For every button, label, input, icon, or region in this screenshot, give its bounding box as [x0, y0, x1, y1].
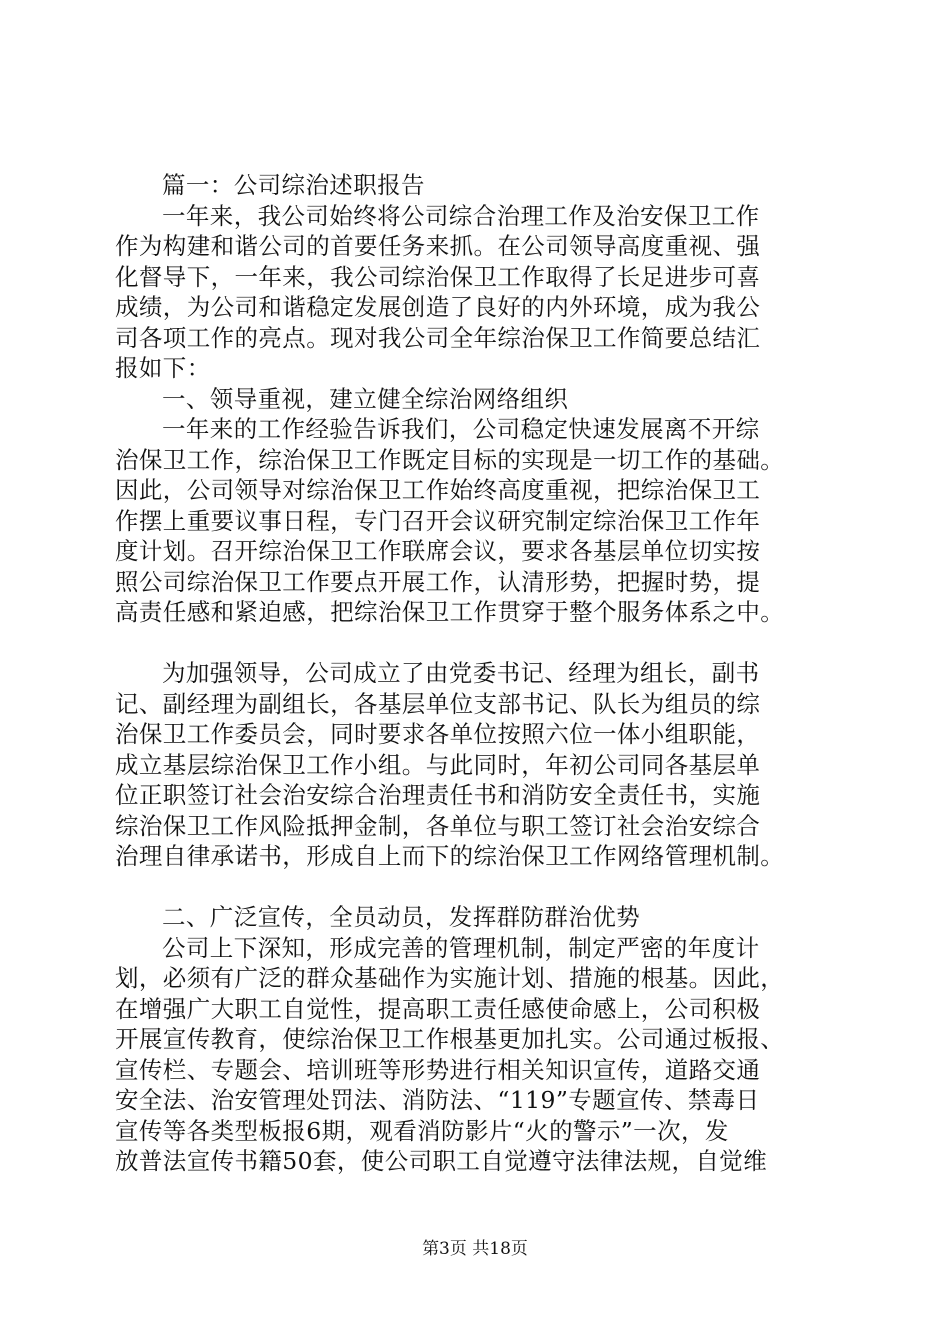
paragraph-line: 宣传栏、专题会、培训班等形势进行相关知识宣传，道路交通	[115, 1055, 761, 1084]
paragraph-line: 高责任感和紧迫感，把综治保卫工作贯穿于整个服务体系之中。	[115, 598, 785, 626]
paragraph-line: 作为构建和谐公司的首要任务来抓。在公司领导高度重视、强	[115, 232, 761, 260]
paragraph-line: 一年来，我公司始终将公司综合治理工作及治安保卫工作	[162, 201, 760, 230]
paragraph-line: 报如下：	[115, 354, 211, 382]
paragraph-line: 化督导下，一年来，我公司综治保卫工作取得了长足进步可喜	[115, 262, 761, 291]
paragraph-line: 作摆上重要议事日程，专门召开会议研究制定综治保卫工作年	[115, 506, 761, 535]
paragraph-gap	[115, 628, 845, 659]
paragraph-line: 成绩，为公司和谐稳定发展创造了良好的内外环境，成为我公	[115, 293, 761, 321]
document-title: 篇一：公司综治述职报告	[162, 171, 425, 199]
document-body	[115, 170, 845, 1177]
paragraph-gap	[115, 872, 845, 903]
paragraph-line: 开展宣传教育，使综治保卫工作根基更加扎实。公司通过板报、	[115, 1025, 785, 1053]
paragraph-line: 因此，公司领导对综治保卫工作始终高度重视，把综治保卫工	[115, 476, 761, 504]
paragraph-line: 公司上下深知，形成完善的管理机制，制定严密的年度计	[162, 933, 760, 962]
paragraph-line: 安全法、治安管理处罚法、消防法、“119”专题宣传、禁毒日	[115, 1086, 760, 1114]
paragraph-line: 记、副经理为副组长，各基层单位支部书记、队长为组员的综	[115, 689, 761, 718]
paragraph-line: 宣传等各类型板报6期，观看消防影片“火的警示”一次，发	[115, 1116, 729, 1145]
paragraph-line: 治保卫工作，综治保卫工作既定目标的实现是一切工作的基础。	[115, 445, 785, 474]
paragraph-line: 位正职签订社会治安综合治理责任书和消防安全责任书，实施	[115, 781, 761, 809]
paragraph-line: 综治保卫工作风险抵押金制，各单位与职工签订社会治安综合	[115, 811, 761, 840]
paragraph-line: 一年来的工作经验告诉我们，公司稳定快速发展离不开综	[162, 415, 760, 443]
page-number-footer: 第3页 共18页	[422, 1239, 528, 1259]
paragraph-line: 治理自律承诺书，形成自上而下的综治保卫工作网络管理机制。	[115, 842, 785, 870]
paragraph-line: 为加强领导，公司成立了由党委书记、经理为组长，副书	[162, 659, 760, 687]
paragraph-line: 司各项工作的亮点。现对我公司全年综治保卫工作简要总结汇	[115, 323, 761, 352]
section-heading: 一、领导重视，建立健全综治网络组织	[162, 384, 569, 413]
paragraph-line: 放普法宣传书籍50套，使公司职工自觉遵守法律法规，自觉维	[115, 1147, 768, 1175]
section-heading: 二、广泛宣传，全员动员，发挥群防群治优势	[162, 903, 640, 931]
paragraph-line: 划，必须有广泛的群众基础作为实施计划、措施的根基。因此，	[115, 964, 785, 992]
paragraph-line: 照公司综治保卫工作要点开展工作，认清形势，把握时势，提	[115, 567, 761, 596]
paragraph-line: 度计划。召开综治保卫工作联席会议，要求各基层单位切实按	[115, 537, 761, 565]
paragraph-line: 治保卫工作委员会，同时要求各单位按照六位一体小组职能，	[115, 720, 761, 748]
paragraph-line: 成立基层综治保卫工作小组。与此同时，年初公司同各基层单	[115, 750, 761, 779]
paragraph-line: 在增强广大职工自觉性，提高职工责任感使命感上，公司积极	[115, 994, 761, 1023]
